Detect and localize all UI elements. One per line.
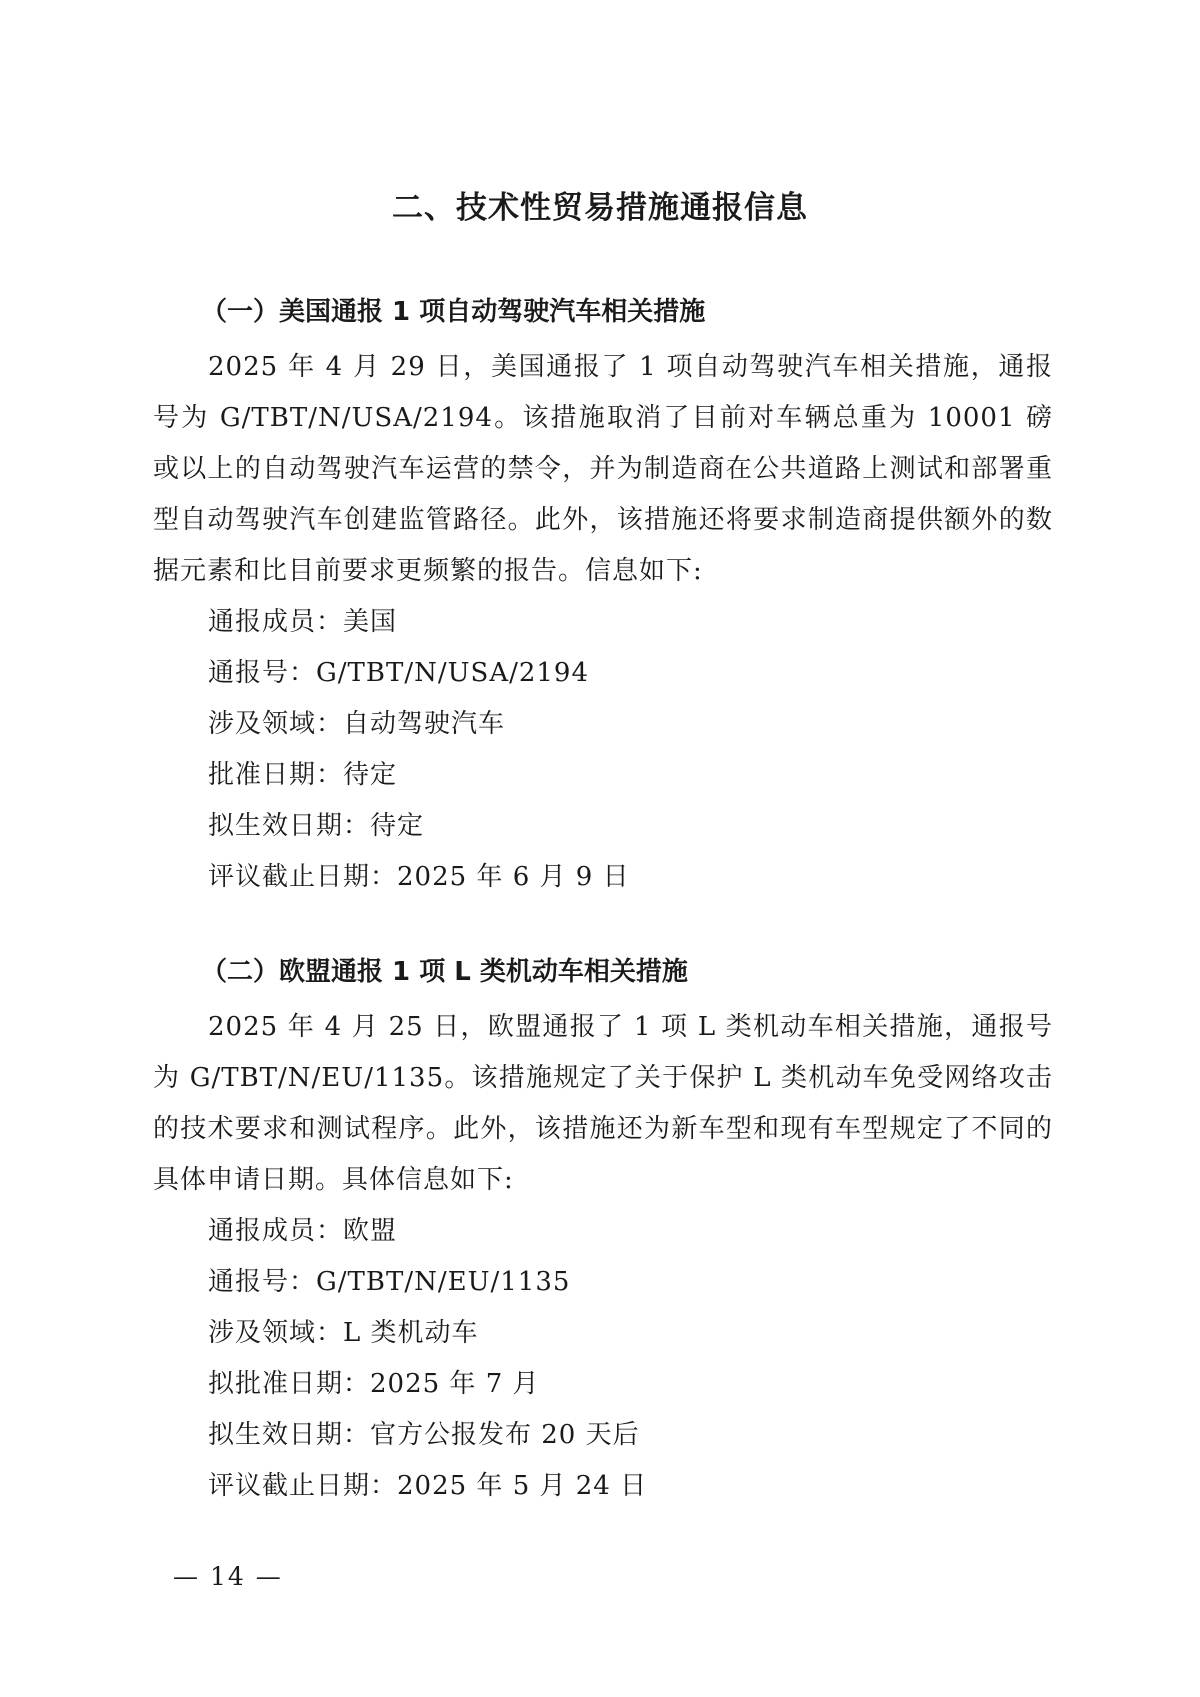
info-notification-number: 通报号：G/TBT/N/EU/1135: [208, 1267, 571, 1297]
info-notifying-member: 通报成员：美国: [208, 607, 398, 637]
info-effective-date: 拟生效日期：官方公报发布 20 天后: [208, 1420, 640, 1450]
section-eu-l-category-vehicles: [153, 952, 1053, 1512]
page-title: 二、技术性贸易措施通报信息: [392, 190, 808, 226]
info-effective-date: 拟生效日期：待定: [208, 811, 425, 841]
info-approval-date: 拟批准日期：2025 年 7 月: [208, 1369, 540, 1399]
page-number: — 14 —: [173, 1562, 283, 1591]
info-comment-deadline: 评议截止日期：2025 年 5 月 24 日: [208, 1471, 648, 1501]
section-heading: （一）美国通报 1 项自动驾驶汽车相关措施: [201, 297, 706, 327]
section-us-autonomous-vehicles: [153, 292, 1053, 903]
info-comment-deadline: 评议截止日期：2025 年 6 月 9 日: [208, 862, 630, 892]
info-field: 涉及领域：L 类机动车: [208, 1318, 479, 1348]
section-paragraph: 2025 年 4 月 29 日，美国通报了 1 项自动驾驶汽车相关措施，通报号为 G/TBT/N/USA/2194。该措施取消了目前对车辆总重为 10001 磅或以上的自动驾驶汽车运营的禁令，并为制造商在公共道路上测试和部署重型自动驾驶汽车创建监管路径。此外，该措施还将要求制造商提供额外的数据元素和比目前要求更频繁的报告。信息如下:: [153, 352, 1053, 586]
info-notifying-member: 通报成员：欧盟: [208, 1216, 398, 1246]
info-field: 涉及领域：自动驾驶汽车: [208, 709, 506, 739]
info-notification-number: 通报号：G/TBT/N/USA/2194: [208, 658, 590, 688]
section-heading: （二）欧盟通报 1 项 L 类机动车相关措施: [201, 957, 688, 987]
info-approval-date: 批准日期：待定: [208, 760, 398, 790]
info-list: [153, 597, 1053, 903]
section-paragraph: 2025 年 4 月 25 日，欧盟通报了 1 项 L 类机动车相关措施，通报号为 G/TBT/N/EU/1135。该措施规定了关于保护 L 类机动车免受网络攻击的技术要求和测试程序。此外，该措施还为新车型和现有车型规定了不同的具体申请日期。具体信息如下:: [153, 1012, 1053, 1195]
info-list: [153, 1206, 1053, 1512]
